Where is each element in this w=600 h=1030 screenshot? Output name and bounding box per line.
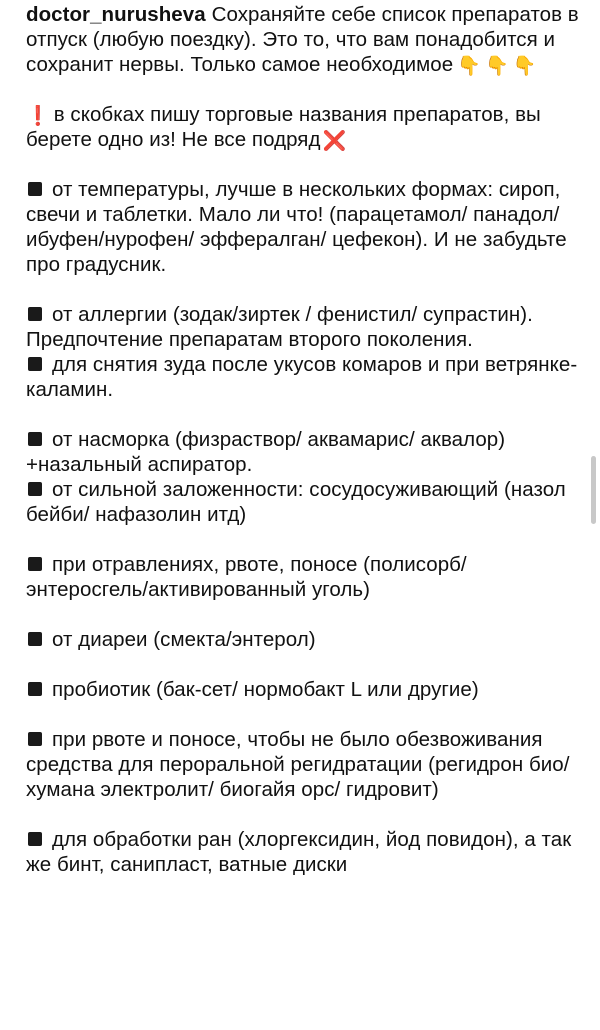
list-item — [26, 552, 582, 602]
list-item-text: от температуры, лучше в нескольких формах: сироп, свечи и таблетки. Мало ли что! (парацетамол/ панадол/ ибуфен/нурофен/ эффералган/ цефекон). И не забудьте про градусник. — [26, 178, 567, 276]
caption-intro — [26, 2, 582, 77]
post-caption — [26, 2, 582, 877]
black-square-bullet-icon — [28, 632, 42, 646]
black-square-bullet-icon — [28, 732, 42, 746]
list-item — [26, 677, 582, 702]
note-text: в скобках пишу торговые названия препаратов, вы берете одно из! Не все подряд — [26, 103, 541, 151]
black-square-bullet-icon — [28, 432, 42, 446]
list-item-text: от насморка (физраствор/ аквамарис/ аквалор) +назальный аспиратор. — [26, 428, 506, 476]
list-item-text: для снятия зуда после укусов комаров и при ветрянке- каламин. — [26, 353, 578, 401]
list-item — [26, 177, 582, 277]
black-square-bullet-icon — [28, 182, 42, 196]
list-item-text: при отравлениях, рвоте, поносе (полисорб/ энтеросгель/активированный уголь) — [26, 553, 467, 601]
list-item-text: от аллергии (зодак/зиртек / фенистил/ супрастин). Предпочтение препаратам второго поколения. — [26, 303, 533, 351]
list-item — [26, 302, 582, 352]
black-square-bullet-icon — [28, 307, 42, 321]
list-item — [26, 727, 582, 802]
list-item — [26, 827, 582, 877]
list-item — [26, 627, 582, 652]
scrollbar-thumb[interactable] — [591, 456, 596, 524]
cross-mark-icon: ❌ — [322, 130, 347, 152]
black-square-bullet-icon — [28, 557, 42, 571]
list-item-text: для обработки ран (хлоргексидин, йод повидон), а так же бинт, санипласт, ватные диски — [26, 828, 572, 876]
list-item-text: при рвоте и поносе, чтобы не было обезвоживания средства для пероральной регидратации (регидрон био/ хумана электролит/ биогайя орс/ гидровит) — [26, 728, 570, 801]
black-square-bullet-icon — [28, 682, 42, 696]
list-item — [26, 477, 582, 527]
pointing-down-icon: 👇 — [484, 55, 509, 77]
caption-note — [26, 102, 582, 152]
exclamation-icon: ❗ — [26, 105, 50, 127]
list-item — [26, 352, 582, 402]
pointing-down-icon: 👇 — [512, 55, 537, 77]
black-square-bullet-icon — [28, 482, 42, 496]
pointing-down-icon: 👇 — [457, 55, 481, 77]
list-item-text: пробиотик (бак-сет/ нормобакт L или другие) — [52, 678, 479, 701]
black-square-bullet-icon — [28, 357, 42, 371]
black-square-bullet-icon — [28, 832, 42, 846]
list-item — [26, 427, 582, 477]
list-item-text: от диареи (смекта/энтерол) — [52, 628, 316, 651]
intro-text: Сохраняйте себе список препаратов в отпуск (любую поездку). Это то, что вам понадобится и сохранит нервы. Только самое необходимое — [26, 3, 579, 76]
list-item-text: от сильной заложенности: сосудосуживающий (назол бейби/ нафазолин итд) — [26, 478, 566, 526]
username-link[interactable]: doctor_nurusheva — [26, 3, 206, 26]
